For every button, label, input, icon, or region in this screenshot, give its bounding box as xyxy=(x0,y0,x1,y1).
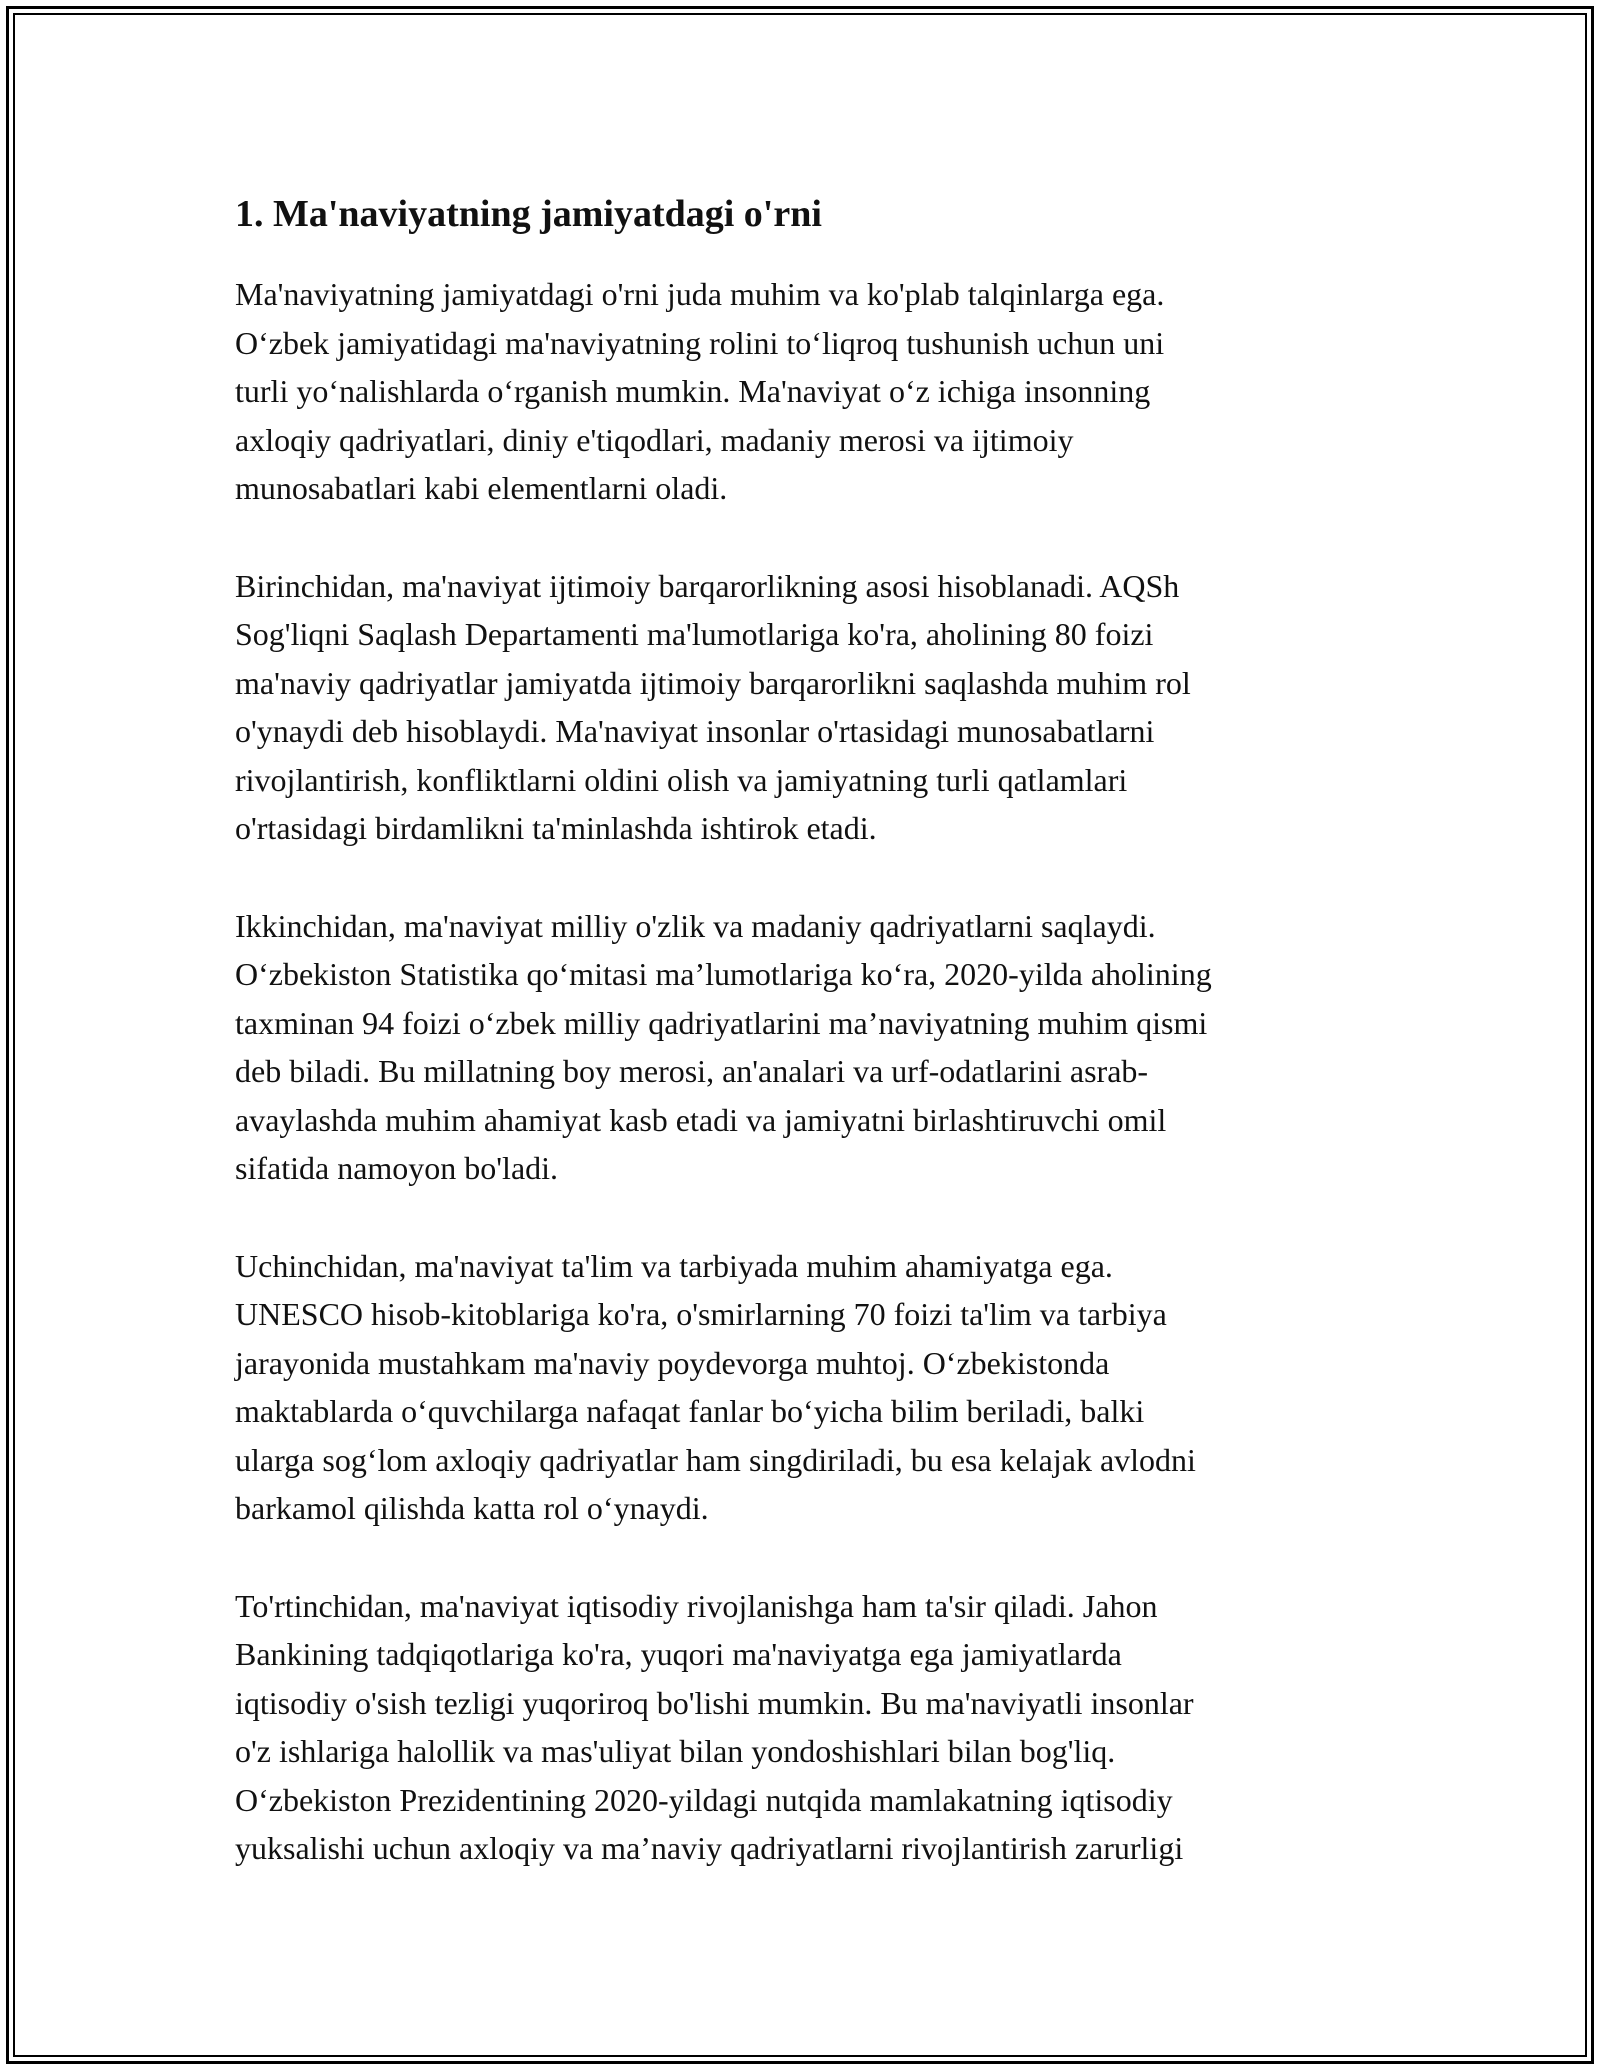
paragraph-second-point xyxy=(235,902,1375,1193)
paragraph-line: barkamol qilishda katta rol o‘ynaydi. xyxy=(235,1490,709,1526)
paragraph-line: Birinchidan, ma'naviyat ijtimoiy barqarorlikning asosi hisoblanadi. AQSh xyxy=(235,567,1180,604)
paragraph-line: Sog'liqni Saqlash Departamenti ma'lumotlariga ko'ra, aholining 80 foizi xyxy=(235,616,1154,652)
paragraph-line: o'rtasidagi birdamlikni ta'minlashda ishtirok etadi. xyxy=(235,810,877,846)
paragraph-intro xyxy=(235,270,1375,513)
paragraph-line: avaylashda muhim ahamiyat kasb etadi va jamiyatni birlashtiruvchi omil xyxy=(235,1101,1167,1138)
paragraph-line: yuksalishi uchun axloqiy va ma’naviy qadriyatlarni rivojlantirish zarurligi xyxy=(235,1830,1184,1866)
paragraph-third-point xyxy=(235,1242,1375,1533)
paragraph-line: Ma'naviyatning jamiyatdagi o'rni juda muhim va ko'plab talqinlarga ega. xyxy=(235,276,1165,312)
paragraph-line: rivojlantirish, konfliktlarni oldini olish va jamiyatning turli qatlamlari xyxy=(235,761,1128,798)
paragraph-line: UNESCO hisob-kitoblariga ko'ra, o'smirlarning 70 foizi ta'lim va tarbiya xyxy=(235,1296,1167,1332)
paragraph-line: Uchinchidan, ma'naviyat ta'lim va tarbiyada muhim ahamiyatga ega. xyxy=(235,1247,1113,1284)
paragraph-line: ma'naviy qadriyatlar jamiyatda ijtimoiy barqarorlikni saqlashda muhim rol xyxy=(235,664,1191,701)
paragraph-line: taxminan 94 foizi o‘zbek milliy qadriyatlarini ma’naviyatning muhim qismi xyxy=(235,1004,1208,1041)
paragraph-line: Bankining tadqiqotlariga ko'ra, yuqori ma'naviyatga ega jamiyatlarda xyxy=(235,1636,1122,1672)
paragraph-line: deb biladi. Bu millatning boy merosi, an'analari va urf-odatlarini asrab- xyxy=(235,1053,1149,1089)
paragraph-line: turli yo‘nalishlarda o‘rganish mumkin. Ma'naviyat o‘z ichiga insonning xyxy=(235,373,1151,409)
paragraph-line: O‘zbekiston Prezidentining 2020-yildagi nutqida mamlakatning iqtisodiy xyxy=(235,1781,1173,1818)
section-heading: 1. Ma'naviyatning jamiyatdagi o'rni xyxy=(235,193,822,235)
paragraph-line: sifatida namoyon bo'ladi. xyxy=(235,1150,559,1186)
paragraph-line: Ikkinchidan, ma'naviyat milliy o'zlik va madaniy qadriyatlarni saqlaydi. xyxy=(235,907,1156,944)
paragraph-line: To'rtinchidan, ma'naviyat iqtisodiy rivojlanishga ham ta'sir qiladi. Jahon xyxy=(235,1587,1158,1624)
paragraph-fourth-point xyxy=(235,1582,1375,1873)
paragraph-line: o'ynaydi deb hisoblaydi. Ma'naviyat insonlar o'rtasidagi munosabatlarni xyxy=(235,713,1155,749)
paragraph-line: iqtisodiy o'sish tezligi yuqoriroq bo'lishi mumkin. Bu ma'naviyatli insonlar xyxy=(235,1684,1194,1721)
paragraph-line: maktablarda o‘quvchilarga nafaqat fanlar bo‘yicha bilim beriladi, balki xyxy=(235,1393,1145,1429)
paragraph-line: axloqiy qadriyatlari, diniy e'tiqodlari, madaniy merosi va ijtimoiy xyxy=(235,421,1074,458)
paragraph-line: munosabatlari kabi elementlarni oladi. xyxy=(235,470,728,506)
paragraph-line: O‘zbekiston Statistika qo‘mitasi ma’lumotlariga ko‘ra, 2020-yilda aholining xyxy=(235,956,1212,992)
paragraph-first-point xyxy=(235,562,1375,853)
paragraph-line: ularga sog‘lom axloqiy qadriyatlar ham singdiriladi, bu esa kelajak avlodni xyxy=(235,1441,1196,1478)
paragraph-line: jarayonida mustahkam ma'naviy poydevorga muhtoj. O‘zbekistonda xyxy=(235,1344,1110,1381)
paragraph-line: O‘zbek jamiyatidagi ma'naviyatning rolini to‘liqroq tushunish uchun uni xyxy=(235,324,1165,361)
document-page xyxy=(235,188,1375,1922)
paragraph-line: o'z ishlariga halollik va mas'uliyat bilan yondoshishlari bilan bog'liq. xyxy=(235,1733,1116,1769)
